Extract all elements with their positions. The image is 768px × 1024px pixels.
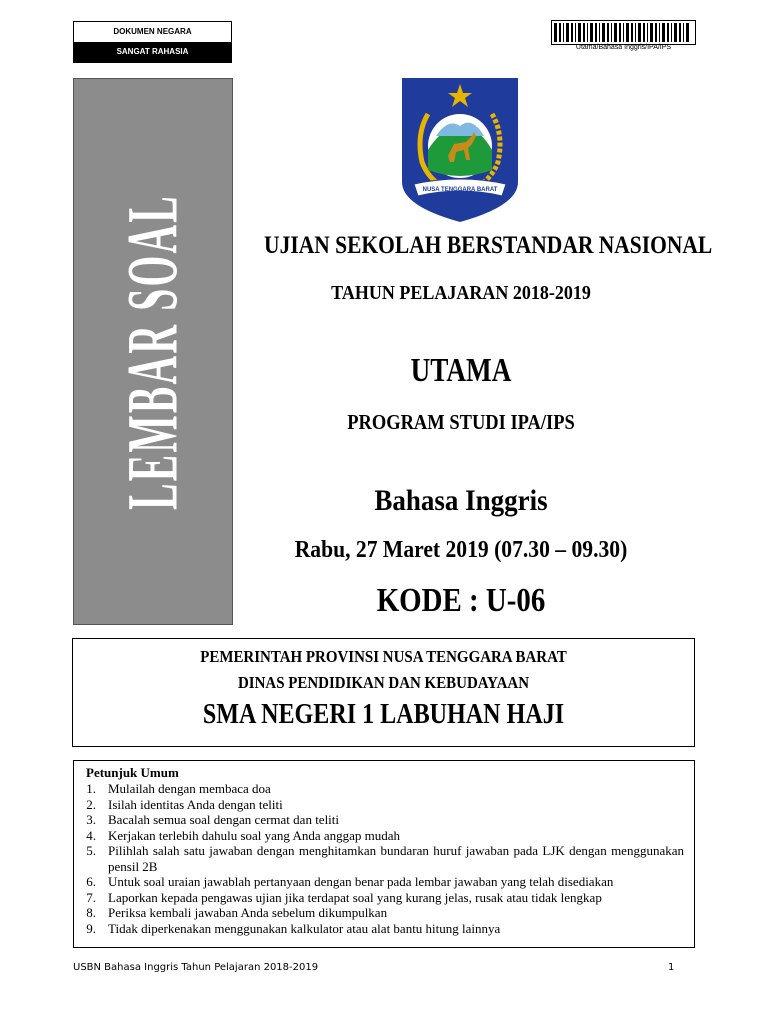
classification-top: DOKUMEN NEGARA: [113, 27, 192, 36]
list-item-number: 7.: [86, 889, 96, 905]
list-item: [82, 781, 686, 797]
classification-bottom: SANGAT RAHASIA: [74, 42, 231, 62]
list-item-text: Bacalah semua soal dengan cermat dan teliti: [108, 812, 340, 827]
classification-box: [73, 21, 232, 63]
barcode-caption: Utama/Bahasa Inggris/IPA/IPS: [575, 44, 672, 51]
list-item-text: Mulailah dengan membaca doa: [108, 781, 271, 796]
list-item: [82, 828, 686, 844]
list-item-number: 1.: [86, 781, 96, 796]
list-item: [82, 905, 686, 921]
barcode-bars-icon: [554, 23, 693, 42]
list-item: [82, 843, 686, 874]
exam-category: UTAMA: [410, 352, 512, 389]
list-item-text: Isilah identitas Anda dengan teliti: [108, 796, 283, 812]
subject-title: Bahasa Inggris: [374, 484, 548, 517]
list-item: [82, 797, 686, 813]
emblem-ribbon-text: NUSA TENGGARA BARAT: [422, 187, 498, 193]
list-item-number: 9.: [86, 920, 96, 936]
list-item-text: Laporkan kepada pengawas ujian jika terdapat soal yang kurang jelas, rusak atau tidak lengkap: [108, 889, 602, 905]
page-number: 1: [668, 962, 675, 973]
list-item-number: 6.: [86, 874, 96, 889]
list-item-number: 8.: [86, 905, 96, 920]
exam-code: KODE : U-06: [376, 582, 546, 619]
list-item-number: 5.: [86, 843, 96, 858]
side-panel: [73, 78, 233, 625]
list-item-number: 3.: [86, 812, 96, 827]
school-government: PEMERINTAH PROVINSI NUSA TENGGARA BARAT: [200, 647, 567, 666]
list-item: [82, 921, 686, 937]
school-department: DINAS PENDIDIKAN DAN KEBUDAYAAN: [237, 673, 530, 692]
list-item: [82, 874, 686, 890]
study-program: PROGRAM STUDI IPA/IPS: [347, 410, 575, 434]
instructions-heading: Petunjuk Umum: [86, 765, 179, 780]
instructions-box: [73, 760, 695, 948]
side-panel-text: LEMBAR SOAL: [112, 193, 193, 510]
list-item-number: 4.: [86, 827, 96, 843]
exam-schedule: Rabu, 27 Maret 2019 (07.30 – 09.30): [294, 537, 628, 563]
instructions-list: [82, 781, 686, 936]
list-item-text: Periksa kembali jawaban Anda sebelum dikumpulkan: [108, 905, 388, 920]
list-item: [82, 812, 686, 828]
list-item-text: Pilihlah salah satu jawaban dengan menghitamkan bundaran huruf jawaban pada LJK dengan menggunakan pensil 2B: [108, 843, 684, 874]
school-box: [72, 638, 695, 747]
list-item-number: 2.: [86, 796, 96, 812]
exam-title: UJIAN SEKOLAH BERSTANDAR NASIONAL: [264, 232, 713, 259]
list-item-text: Untuk soal uraian jawablah pertanyaan dengan benar pada lembar jawaban yang telah disediakan: [108, 874, 614, 889]
barcode: [551, 20, 696, 45]
province-emblem-icon: [398, 74, 522, 224]
footer-title: USBN Bahasa Inggris Tahun Pelajaran 2018-2019: [73, 962, 319, 973]
list-item-text: Kerjakan terlebih dahulu soal yang Anda anggap mudah: [108, 827, 401, 843]
school-name: SMA NEGERI 1 LABUHAN HAJI: [202, 699, 565, 730]
list-item: [82, 890, 686, 906]
list-item-text: Tidak diperkenakan menggunakan kalkulator atau alat bantu hitung lainnya: [108, 920, 501, 936]
academic-year: TAHUN PELAJARAN 2018-2019: [331, 282, 591, 304]
